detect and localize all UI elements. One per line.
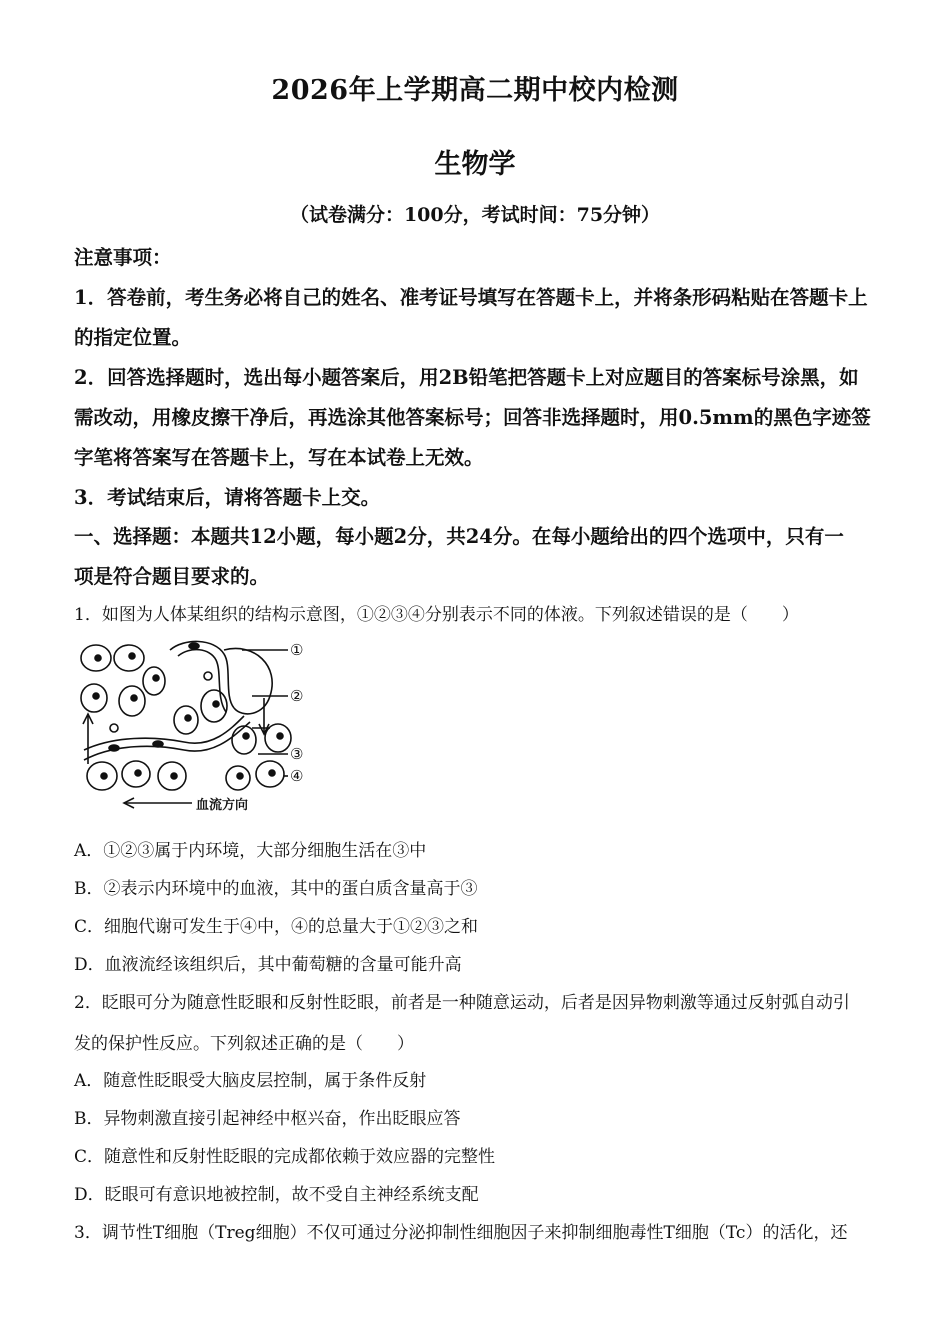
question-1-option-b: B．②表示内环境中的血液，其中的蛋白质含量高于③ <box>74 879 478 899</box>
notice-line: 3．考试结束后，请将答题卡上交。 <box>74 486 381 509</box>
subject-title: 生物学 <box>434 149 516 180</box>
question-2-option-a: A．随意性眨眼受大脑皮层控制，属于条件反射 <box>74 1071 427 1091</box>
section-heading: 项是符合题目要求的。 <box>74 565 270 588</box>
question-2-option-b: B．异物刺激直接引起神经中枢兴奋，作出眨眼应答 <box>74 1109 461 1129</box>
question-1-option-a: A．①②③属于内环境，大部分细胞生活在③中 <box>74 841 427 861</box>
question-2-stem-line: 发的保护性反应。下列叙述正确的是（ ） <box>74 1034 414 1054</box>
exam-meta: （试卷满分：100分，考试时间：75分钟） <box>289 204 661 226</box>
exam-title: 2026年上学期高二期中校内检测 <box>271 75 679 106</box>
figure-label-1: ① <box>290 641 304 659</box>
notice-line: 的指定位置。 <box>74 326 192 349</box>
notice-line: 2．回答选择题时，选出每小题答案后，用2B铅笔把答题卡上对应题目的答案标号涂黑，如 <box>74 366 859 389</box>
notice-heading: 注意事项： <box>74 246 172 269</box>
question-2-option-d: D．眨眼可有意识地被控制，故不受自主神经系统支配 <box>74 1185 479 1205</box>
question-1-option-c: C．细胞代谢可发生于④中，④的总量大于①②③之和 <box>74 917 479 937</box>
tissue-structure-figure <box>74 636 344 818</box>
figure-label-3: ③ <box>290 745 304 763</box>
figure-label-2: ② <box>290 687 304 705</box>
notice-line: 1．答卷前，考生务必将自己的姓名、准考证号填写在答题卡上，并将条形码粘贴在答题卡上 <box>74 286 868 309</box>
notice-line: 字笔将答案写在答题卡上，写在本试卷上无效。 <box>74 446 484 469</box>
notice-line: 需改动，用橡皮擦干净后，再选涂其他答案标号；回答非选择题时，用0.5mm的黑色字迹签 <box>74 406 871 429</box>
question-1-stem: 1．如图为人体某组织的结构示意图，①②③④分别表示不同的体液。下列叙述错误的是（ ） <box>74 605 799 625</box>
question-1-option-d: D．血液流经该组织后，其中葡萄糖的含量可能升高 <box>74 955 462 975</box>
blood-flow-label: 血流方向 <box>196 798 249 813</box>
section-heading: 一、选择题：本题共12小题，每小题2分，共24分。在每小题给出的四个选项中，只有一 <box>74 525 844 548</box>
question-3-stem: 3．调节性T细胞（Treg细胞）不仅可通过分泌抑制性细胞因子来抑制细胞毒性T细胞（Tc）的活化，还 <box>74 1223 848 1243</box>
question-2-option-c: C．随意性和反射性眨眼的完成都依赖于效应器的完整性 <box>74 1147 496 1167</box>
question-2-stem-line: 2．眨眼可分为随意性眨眼和反射性眨眼，前者是一种随意运动，后者是因异物刺激等通过反射弧自动引 <box>74 993 850 1013</box>
figure-label-4: ④ <box>290 767 304 785</box>
